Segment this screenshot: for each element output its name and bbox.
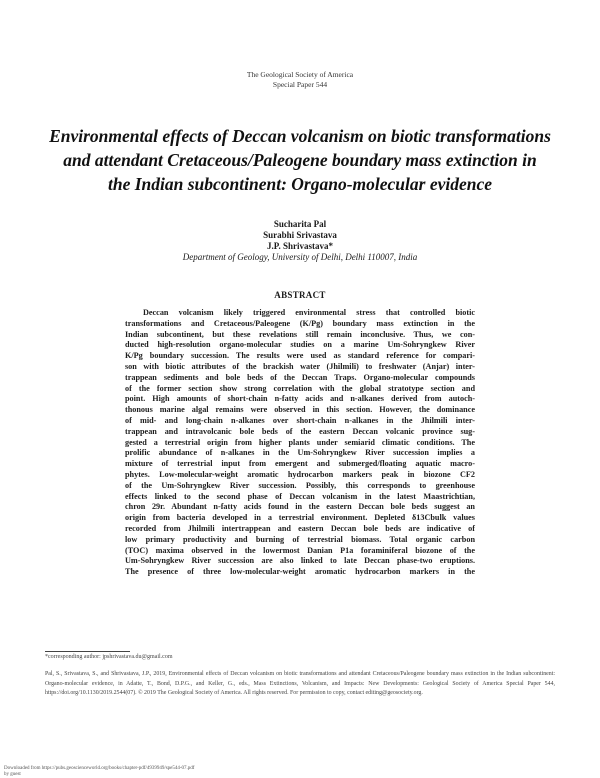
abstract-line: origin from bacteria developed in a terrestrial environment. Depleted δ13Cbulk values xyxy=(125,513,475,523)
abstract-line: trappean sediments and bole beds of the Deccan Traps. Organo-molecular compounds xyxy=(125,372,475,382)
abstract-line: ducted high-resolution organo-molecular studies on a marine Um-Sohryngkew River xyxy=(125,340,475,350)
title-line: and attendant Cretaceous/Paleogene boundary mass extinction in xyxy=(63,150,537,170)
abstract-line: Um-Sohryngkew River succession are also linked to late Deccan phase-two eruptions. xyxy=(125,556,475,566)
footnote-divider xyxy=(45,651,130,652)
abstract-line: of mid- and long-chain n-alkanes over short-chain n-alkanes in the Jhilmili inter- xyxy=(125,415,475,425)
download-source: Downloaded from https://pubs.geoscienceworld.org/books/chapter-pdf/4939949/spe544-07.pdf xyxy=(4,766,195,771)
abstract-line: son with biotic attributes of the brackish water (Jhilmili) to freshwater (Anjar) inter- xyxy=(125,361,475,371)
download-user: by guest xyxy=(4,772,21,777)
series-header xyxy=(0,70,600,90)
abstract-line: chron 29r. Abundant n-fatty acids found in the eastern Deccan bole beds suggest an xyxy=(125,502,475,512)
abstract-body xyxy=(125,308,475,578)
abstract-line: trappean and intravolcanic bole beds of the eastern Deccan volcanic province sug- xyxy=(125,426,475,436)
abstract-line: recorded from Jhilmili intertrappean and eastern Deccan bole beds are indicative of xyxy=(125,523,475,533)
paper-title xyxy=(40,124,560,196)
abstract-line: K/Pg boundary succession. The results were used as standard reference for compari- xyxy=(125,351,475,361)
series-name: Special Paper 544 xyxy=(272,80,328,89)
abstract-line: The presence of three low-molecular-weight aromatic hydrocarbon markers in the xyxy=(125,567,475,577)
abstract-line: (TOC) maxima observed in the lowermost Danian P1a foraminiferal biozone of the xyxy=(125,545,475,555)
corresponding-author-note: *corresponding author: jpshrivastava.du@gmail.com xyxy=(45,654,173,660)
abstract-line: low primary productivity and burning of terrestrial biomass. Total organic carbon xyxy=(125,534,475,544)
abstract-line: effects linked to the second phase of Deccan volcanism in the latest Maastrichtian, xyxy=(125,491,475,501)
society-name: The Geological Society of America xyxy=(246,70,354,79)
title-line: Environmental effects of Deccan volcanism on biotic transformations xyxy=(49,126,551,146)
abstract-line: Indian subcontinent, but these revelations still remain inconclusive. Thus, we con- xyxy=(125,329,475,339)
abstract-line: thonous marine algal remains were observed in this section. However, the dominance xyxy=(125,405,475,415)
author-name: J.P. Shrivastava* xyxy=(267,241,333,251)
abstract-line: of the former section show strong correlation with the global stratotype section and xyxy=(125,383,475,393)
abstract-line: transformations and Cretaceous/Paleogene (K/Pg) boundary mass extinction in the xyxy=(125,318,475,328)
download-stamp xyxy=(4,766,194,778)
author-name: Sucharita Pal xyxy=(273,219,327,229)
abstract-heading: ABSTRACT xyxy=(274,290,326,300)
abstract-line: prolific abundance of n-alkanes in the Um-Sohryngkew River succession implies a xyxy=(125,448,475,458)
abstract-line: of the Um-Sohryngkew River succession. Possibly, this corresponds to greenhouse xyxy=(125,480,475,490)
author-affiliation: Department of Geology, University of Delhi, Delhi 110007, India xyxy=(182,252,418,262)
abstract-line: mixture of terrestrial input from emergent and submerged/floating aquatic macro- xyxy=(125,459,475,469)
author-name: Surabhi Srivastava xyxy=(263,230,337,240)
abstract-line: Deccan volcanism likely triggered environmental stress that controlled biotic xyxy=(143,308,475,317)
abstract-line: phytes. Low-molecular-weight aromatic hydrocarbon markers peak in biozone CF2 xyxy=(125,469,475,479)
chapter-citation: Pal, S., Srivastava, S., and Shrivastava, J.P., 2019, Environmental effects of Deccan volcanism on biotic transformations and attendant Cretaceous/Paleogene boundary mass extinction in the Indian subcontinent: Organo-molecular evidence, in Adatte, T., Bond, D.P.G., and Keller, G., eds., Mass Extinctions, Volcanism, and Impacts: New Developments: Geological Society of America Special Paper 544, https://doi.org/10.1130/2019.2544(07). © 2019 The Geological Society of America. All rights reserved. For permission to copy, contact editing@geosociety.org. xyxy=(45,671,555,697)
author-list xyxy=(0,219,600,252)
title-line: the Indian subcontinent: Organo-molecular evidence xyxy=(107,174,493,194)
abstract-line: point. High amounts of short-chain n-fatty acids and n-alkanes derived from autoch- xyxy=(125,394,475,404)
abstract-line: gested a terrestrial origin from higher plants under semiarid climatic conditions. The xyxy=(125,437,475,447)
